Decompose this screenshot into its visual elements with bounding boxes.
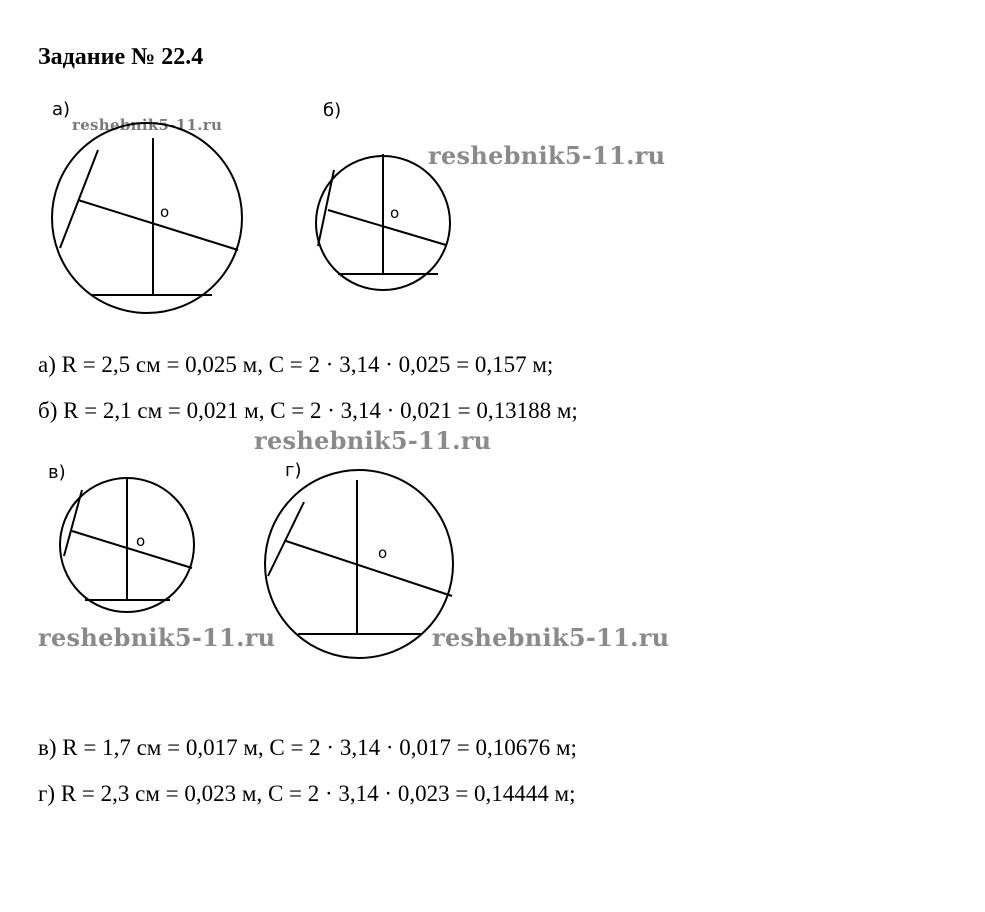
- watermark: reshebnik5-11.ru: [254, 426, 492, 455]
- figure-b-label: б): [323, 100, 342, 121]
- figure-a-label: а): [52, 99, 71, 120]
- solution-line-b: б) R = 2,1 см = 0,021 м, С = 2 · 3,14 · 0,021 = 0,13188 м;: [38, 398, 578, 423]
- figure-g-label: г): [285, 460, 302, 481]
- figure-b-circle-diagram: [314, 150, 454, 300]
- watermark: reshebnik5-11.ru: [38, 623, 276, 652]
- figure-v-center-label: о: [136, 532, 146, 550]
- solution-line-g: г) R = 2,3 см = 0,023 м, С = 2 · 3,14 · 0,023 = 0,14444 м;: [38, 781, 576, 806]
- figure-a-circle-diagram: [50, 125, 250, 315]
- watermark: reshebnik5-11.ru: [72, 116, 223, 134]
- solution-line-a: а) R = 2,5 см = 0,025 м, С = 2 · 3,14 · 0,025 = 0,157 м;: [38, 352, 554, 377]
- solution-line-v: в) R = 1,7 см = 0,017 м, С = 2 · 3,14 · 0,017 = 0,10676 м;: [38, 735, 577, 760]
- figure-v-circle-diagram: [58, 476, 198, 621]
- task-title: Задание № 22.4: [38, 44, 204, 70]
- watermark: reshebnik5-11.ru: [428, 141, 666, 170]
- figure-b-center-label: о: [390, 204, 400, 222]
- figure-g-center-label: о: [378, 544, 388, 562]
- figure-a-center-label: о: [160, 203, 170, 221]
- watermark: reshebnik5-11.ru: [432, 623, 670, 652]
- figure-v-label: в): [48, 462, 66, 483]
